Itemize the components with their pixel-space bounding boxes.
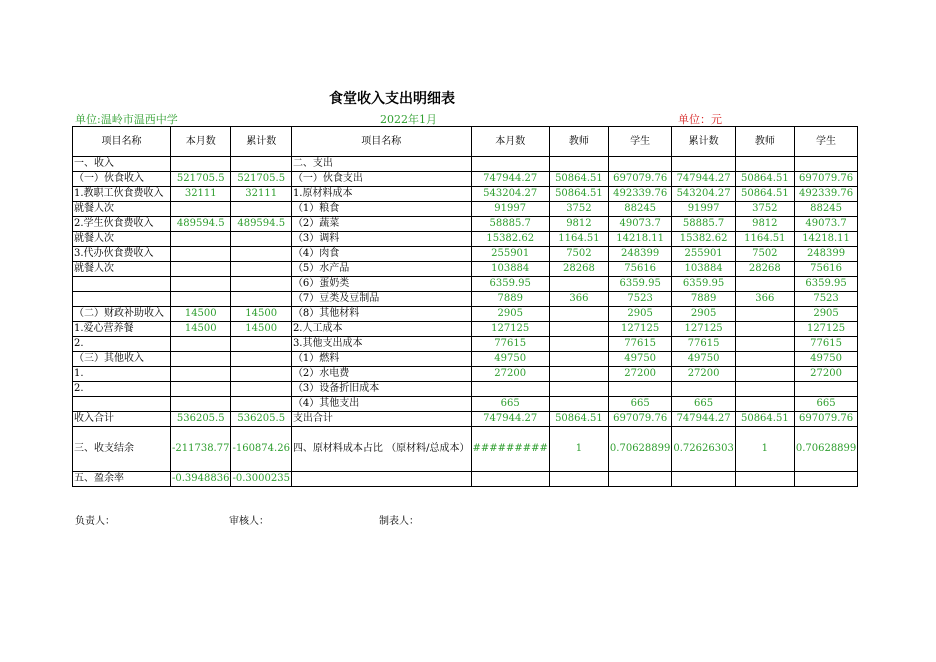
- table-cell: （一）伙食支出: [291, 172, 471, 187]
- table-row: [73, 412, 858, 427]
- table-cell: 77615: [794, 337, 857, 352]
- table-cell: [231, 337, 291, 352]
- table-cell: 1: [549, 427, 608, 472]
- table-cell: 50864.51: [549, 187, 608, 202]
- column-header: 学生: [794, 127, 857, 157]
- table-cell: [672, 382, 735, 397]
- table-cell: 697079.76: [794, 412, 857, 427]
- table-cell: 32111: [171, 187, 231, 202]
- table-cell: [171, 367, 231, 382]
- table-cell: 32111: [231, 187, 291, 202]
- table-cell: 就餐人次: [73, 262, 171, 277]
- table-cell: [735, 397, 794, 412]
- table-cell: [672, 472, 735, 487]
- table-cell: 收入合计: [73, 412, 171, 427]
- table-cell: [231, 352, 291, 367]
- table-cell: 255901: [471, 247, 549, 262]
- table-row: [73, 232, 858, 247]
- table-cell: [231, 382, 291, 397]
- table-cell: 248399: [608, 247, 671, 262]
- table-cell: [73, 397, 171, 412]
- table-cell: [735, 307, 794, 322]
- table-cell: 27200: [672, 367, 735, 382]
- table-cell: 2905: [672, 307, 735, 322]
- table-cell: 489594.5: [231, 217, 291, 232]
- table-cell: 2.: [73, 382, 171, 397]
- table-cell: 7502: [549, 247, 608, 262]
- table-cell: [549, 307, 608, 322]
- table-cell: [291, 472, 471, 487]
- table-cell: [231, 262, 291, 277]
- table-cell: 747944.27: [471, 172, 549, 187]
- table-cell: 665: [794, 397, 857, 412]
- table-cell: 28268: [735, 262, 794, 277]
- table-cell: （4）其他支出: [291, 397, 471, 412]
- table-cell: [549, 352, 608, 367]
- column-header: 本月数: [171, 127, 231, 157]
- table-cell: 75616: [608, 262, 671, 277]
- detail-table: [72, 126, 858, 487]
- table-cell: 2905: [608, 307, 671, 322]
- table-cell: 103884: [672, 262, 735, 277]
- table-cell: 0.70628899: [794, 427, 857, 472]
- table-cell: 49750: [471, 352, 549, 367]
- table-cell: 58885.7: [672, 217, 735, 232]
- table-cell: 521705.5: [171, 172, 231, 187]
- table-cell: 0.70628899: [608, 427, 671, 472]
- table-cell: [735, 157, 794, 172]
- table-cell: 三、收支结余: [73, 427, 171, 472]
- table-cell: 14218.11: [608, 232, 671, 247]
- preparer-label: 制表人：: [379, 516, 419, 527]
- table-row: [73, 292, 858, 307]
- table-cell: [231, 157, 291, 172]
- table-cell: 127125: [608, 322, 671, 337]
- table-row: [73, 307, 858, 322]
- table-cell: 77615: [471, 337, 549, 352]
- table-cell: 二、支出: [291, 157, 471, 172]
- table-cell: 248399: [794, 247, 857, 262]
- table-cell: 1.原材料成本: [291, 187, 471, 202]
- table-cell: [608, 472, 671, 487]
- table-cell: 2905: [794, 307, 857, 322]
- table-cell: 9812: [549, 217, 608, 232]
- table-cell: [794, 157, 857, 172]
- table-cell: （1）燃料: [291, 352, 471, 367]
- table-cell: [471, 157, 549, 172]
- table-cell: 49750: [672, 352, 735, 367]
- table-cell: 58885.7: [471, 217, 549, 232]
- table-cell: 50864.51: [549, 412, 608, 427]
- table-cell: [171, 397, 231, 412]
- table-cell: 50864.51: [735, 187, 794, 202]
- table-cell: （5）水产品: [291, 262, 471, 277]
- table-row: [73, 277, 858, 292]
- table-cell: （4）肉食: [291, 247, 471, 262]
- currency-unit-label: 单位：元: [678, 113, 722, 126]
- table-cell: [735, 382, 794, 397]
- reviewer-label: 审核人：: [229, 516, 269, 527]
- table-cell: 7889: [471, 292, 549, 307]
- table-cell: [735, 367, 794, 382]
- table-cell: （6）蛋奶类: [291, 277, 471, 292]
- table-cell: 四、原材料成本占比 （原材料/总成本）: [291, 427, 471, 472]
- table-cell: 697079.76: [794, 172, 857, 187]
- table-cell: 489594.5: [171, 217, 231, 232]
- column-header: 教师: [549, 127, 608, 157]
- table-cell: 103884: [471, 262, 549, 277]
- table-row: [73, 187, 858, 202]
- table-cell: 6359.95: [794, 277, 857, 292]
- table-cell: 49750: [794, 352, 857, 367]
- column-header: 累计数: [231, 127, 291, 157]
- table-cell: （3）调料: [291, 232, 471, 247]
- table-body: [73, 127, 858, 487]
- table-cell: [231, 292, 291, 307]
- table-cell: 665: [608, 397, 671, 412]
- table-cell: 127125: [471, 322, 549, 337]
- table-cell: 14500: [171, 322, 231, 337]
- table-cell: [171, 262, 231, 277]
- table-cell: 28268: [549, 262, 608, 277]
- table-row: [73, 322, 858, 337]
- table-cell: 14218.11: [794, 232, 857, 247]
- table-cell: 15382.62: [672, 232, 735, 247]
- table-row: [73, 337, 858, 352]
- table-cell: 127125: [672, 322, 735, 337]
- table-cell: [171, 277, 231, 292]
- table-cell: [231, 202, 291, 217]
- table-cell: [608, 157, 671, 172]
- table-cell: -0.3000235: [231, 472, 291, 487]
- table-cell: [231, 397, 291, 412]
- table-row: [73, 247, 858, 262]
- table-cell: 15382.62: [471, 232, 549, 247]
- table-cell: 536205.5: [231, 412, 291, 427]
- table-cell: 6359.95: [672, 277, 735, 292]
- table-cell: （2）水电费: [291, 367, 471, 382]
- report-title: 食堂收入支出明细表: [329, 91, 455, 107]
- table-row: [73, 202, 858, 217]
- table-cell: [171, 382, 231, 397]
- table-cell: 366: [735, 292, 794, 307]
- table-cell: 49750: [608, 352, 671, 367]
- table-cell: 366: [549, 292, 608, 307]
- table-row: [73, 472, 858, 487]
- header-row: [73, 127, 858, 157]
- table-cell: （8）其他材料: [291, 307, 471, 322]
- table-cell: 支出合计: [291, 412, 471, 427]
- table-cell: 14500: [231, 322, 291, 337]
- table-cell: 27200: [794, 367, 857, 382]
- table-cell: 1164.51: [549, 232, 608, 247]
- table-cell: 492339.76: [794, 187, 857, 202]
- table-cell: 1164.51: [735, 232, 794, 247]
- table-cell: 697079.76: [608, 412, 671, 427]
- table-cell: [231, 247, 291, 262]
- table-cell: [73, 292, 171, 307]
- table-cell: 665: [471, 397, 549, 412]
- table-cell: [549, 472, 608, 487]
- table-cell: [171, 292, 231, 307]
- table-cell: 1.爱心营养餐: [73, 322, 171, 337]
- table-cell: 3.代办伙食费收入: [73, 247, 171, 262]
- table-cell: （2）蔬菜: [291, 217, 471, 232]
- table-cell: 7889: [672, 292, 735, 307]
- table-cell: 7523: [794, 292, 857, 307]
- table-cell: 7523: [608, 292, 671, 307]
- table-cell: 88245: [794, 202, 857, 217]
- table-cell: [231, 367, 291, 382]
- column-header: 项目名称: [73, 127, 171, 157]
- table-cell: 3752: [549, 202, 608, 217]
- table-cell: 14500: [171, 307, 231, 322]
- table-cell: 77615: [608, 337, 671, 352]
- table-cell: 2.人工成本: [291, 322, 471, 337]
- table-cell: [735, 277, 794, 292]
- table-cell: （7）豆类及豆制品: [291, 292, 471, 307]
- table-cell: [73, 277, 171, 292]
- column-header: 项目名称: [291, 127, 471, 157]
- table-cell: 27200: [608, 367, 671, 382]
- table-cell: 747944.27: [672, 412, 735, 427]
- table-cell: 91997: [471, 202, 549, 217]
- table-cell: [231, 277, 291, 292]
- table-cell: [735, 337, 794, 352]
- column-header: 本月数: [471, 127, 549, 157]
- table-cell: （一）伙食收入: [73, 172, 171, 187]
- table-cell: 7502: [735, 247, 794, 262]
- table-cell: 1.: [73, 367, 171, 382]
- table-cell: [549, 322, 608, 337]
- table-cell: [549, 397, 608, 412]
- table-cell: （1）粮食: [291, 202, 471, 217]
- table-cell: [672, 157, 735, 172]
- table-cell: 49073.7: [608, 217, 671, 232]
- table-cell: 3.其他支出成本: [291, 337, 471, 352]
- table-cell: [471, 472, 549, 487]
- table-cell: 747944.27: [672, 172, 735, 187]
- table-cell: 3752: [735, 202, 794, 217]
- table-cell: 127125: [794, 322, 857, 337]
- table-cell: 1.教职工伙食费收入: [73, 187, 171, 202]
- table-cell: 1: [735, 427, 794, 472]
- table-row: [73, 367, 858, 382]
- table-cell: [549, 277, 608, 292]
- responsible-person-label: 负责人：: [75, 516, 115, 527]
- table-cell: 五、盈余率: [73, 472, 171, 487]
- table-cell: （二）财政补助收入: [73, 307, 171, 322]
- table-cell: [735, 322, 794, 337]
- table-cell: 521705.5: [231, 172, 291, 187]
- table-cell: 14500: [231, 307, 291, 322]
- table-cell: 665: [672, 397, 735, 412]
- table-cell: -160874.26: [231, 427, 291, 472]
- table-cell: [231, 232, 291, 247]
- table-cell: [735, 352, 794, 367]
- table-cell: [549, 367, 608, 382]
- table-cell: 543204.27: [672, 187, 735, 202]
- table-cell: [171, 232, 231, 247]
- table-cell: 747944.27: [471, 412, 549, 427]
- table-cell: -0.3948836: [171, 472, 231, 487]
- table-cell: 77615: [672, 337, 735, 352]
- table-cell: [171, 157, 231, 172]
- table-row: [73, 262, 858, 277]
- table-cell: [794, 472, 857, 487]
- table-cell: 2.: [73, 337, 171, 352]
- table-cell: （三）其他收入: [73, 352, 171, 367]
- table-cell: 91997: [672, 202, 735, 217]
- period-label: 2022年1月: [380, 113, 437, 126]
- table-cell: [171, 352, 231, 367]
- table-row: [73, 217, 858, 232]
- table-cell: 一、收入: [73, 157, 171, 172]
- table-cell: 就餐人次: [73, 202, 171, 217]
- table-cell: [549, 382, 608, 397]
- column-header: 累计数: [672, 127, 735, 157]
- table-cell: 50864.51: [735, 412, 794, 427]
- table-cell: #########: [471, 427, 549, 472]
- table-cell: 50864.51: [549, 172, 608, 187]
- table-row: [73, 427, 858, 472]
- table-cell: 492339.76: [608, 187, 671, 202]
- table-row: [73, 352, 858, 367]
- table-cell: [608, 382, 671, 397]
- table-row: [73, 397, 858, 412]
- table-cell: 88245: [608, 202, 671, 217]
- table-cell: 255901: [672, 247, 735, 262]
- table-cell: 6359.95: [471, 277, 549, 292]
- table-cell: -211738.77: [171, 427, 231, 472]
- organization-label: 单位:温岭市温西中学: [75, 113, 178, 126]
- table-row: [73, 172, 858, 187]
- table-cell: 27200: [471, 367, 549, 382]
- table-cell: 0.72626303: [672, 427, 735, 472]
- table-cell: 536205.5: [171, 412, 231, 427]
- table-cell: [549, 337, 608, 352]
- table-cell: 就餐人次: [73, 232, 171, 247]
- table-cell: [171, 337, 231, 352]
- table-cell: [794, 382, 857, 397]
- table-cell: 50864.51: [735, 172, 794, 187]
- column-header: 学生: [608, 127, 671, 157]
- column-header: 教师: [735, 127, 794, 157]
- table-cell: 75616: [794, 262, 857, 277]
- table-cell: [549, 157, 608, 172]
- table-cell: [171, 202, 231, 217]
- table-cell: 6359.95: [608, 277, 671, 292]
- table-cell: 2905: [471, 307, 549, 322]
- table-cell: 697079.76: [608, 172, 671, 187]
- table-cell: 2.学生伙食费收入: [73, 217, 171, 232]
- table-cell: [471, 382, 549, 397]
- table-row: [73, 157, 858, 172]
- table-cell: [171, 247, 231, 262]
- table-cell: [735, 472, 794, 487]
- table-row: [73, 382, 858, 397]
- table-cell: 543204.27: [471, 187, 549, 202]
- table-cell: （3）设备折旧成本: [291, 382, 471, 397]
- table-cell: 9812: [735, 217, 794, 232]
- table-cell: 49073.7: [794, 217, 857, 232]
